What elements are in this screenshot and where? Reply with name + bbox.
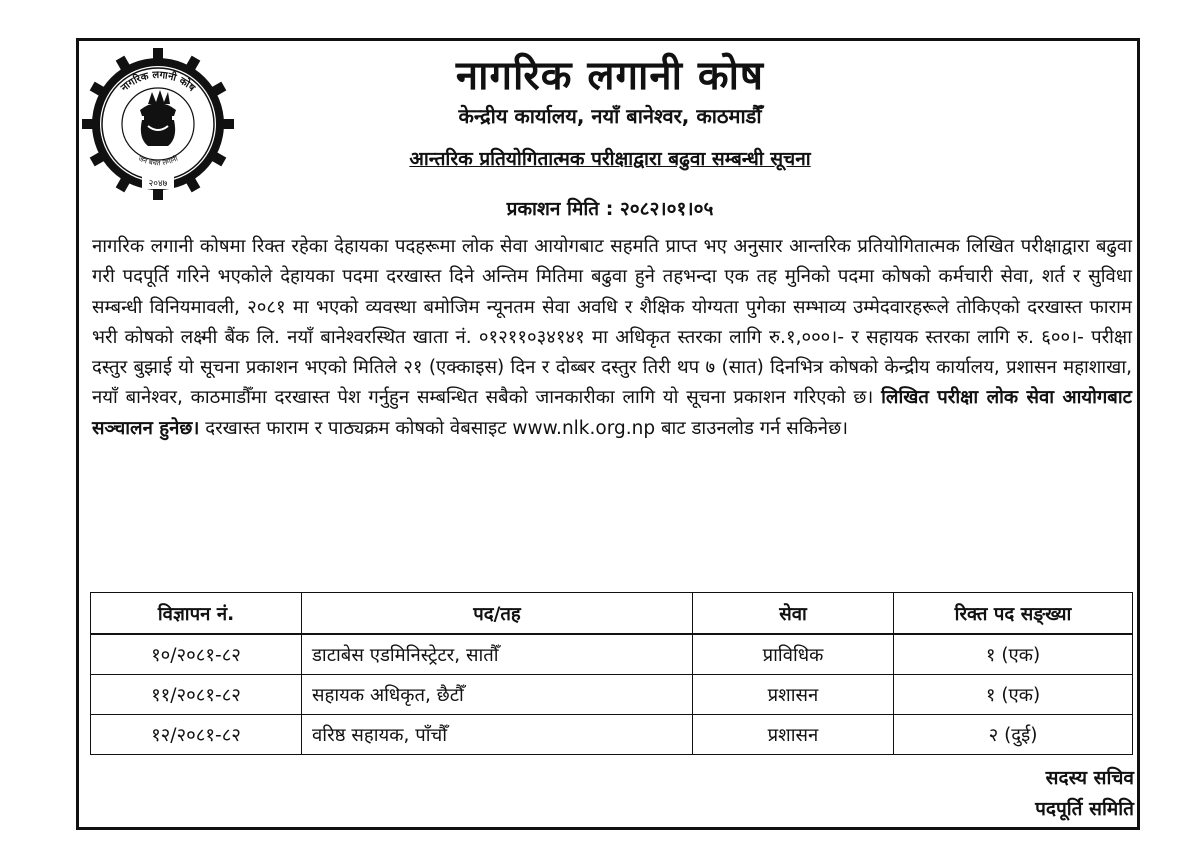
cell-service: प्राविधिक: [693, 634, 894, 675]
cell-post-level: सहायक अधिकृत, छैटौँ: [302, 675, 693, 715]
notice-title: आन्तरिक प्रतियोगितात्मक परीक्षाद्वारा बढुवा सम्बन्धी सूचना: [409, 148, 811, 170]
cell-ad-no: ११/२०८१-८२: [91, 675, 302, 715]
cell-post-level: डाटाबेस एडमिनिस्ट्रेटर, सातौँ: [302, 634, 693, 675]
body-paragraph: नागरिक लगानी कोषमा रिक्त रहेका देहायका पदहरूमा लोक सेवा आयोगबाट सहमति प्राप्त भए अनुसार आन्तरिक प्रतियोगितात्मक लिखित परीक्षाद्वारा बढुवा गरी पदपूर्ति गरिने भएकोले देहायका पदमा दरखास्त दिने अन्तिम मितिमा बढुवा हुने तहभन्दा एक तह मुनिको पदमा कोषको कर्मचारी सेवा, शर्त र सुविधा सम्बन्धी विनियमावली, २०८१ मा भएको व्यवस्था बमोजिम न्यूनतम सेवा अवधि र शैक्षिक योग्यता पुगेका सम्भाव्य उम्मेदवारहरूले तोकिएको दरखास्त फाराम भरी कोषको लक्ष्मी बैंक लि. नयाँ बानेश्वरस्थित खाता नं. ०१२११०३४१४१ मा अधिकृत स्तरका लागि रु.१,०००।- र सहायक स्तरका लागि रु. ६००।- परीक्षा दस्तुर बुझाई यो सूचना प्रकाशन भएको मितिले २१ (एक्काइस) दिन र दोब्बर दस्तुर तिरी थप ७ (सात) दिनभित्र कोषको केन्द्रीय कार्यालय, प्रशासन महाशाखा, नयाँ बानेश्वर, काठमाडौँमा दरखास्त पेश गर्नुहुन सम्बन्धित सबैको जानकारीका लागि यो सूचना प्रकाशन गरिएको छ।: [92, 236, 1132, 409]
table-header-row: [91, 593, 1133, 635]
header-service: सेवा: [693, 593, 894, 635]
logo-ring-text-top: नागरिक लगानी कोष: [119, 69, 197, 94]
signature-committee: पदपूर्ति समिति: [1035, 798, 1134, 820]
cell-vacancies: १ (एक): [894, 675, 1133, 715]
logo-ring-text-bottom: जन बचत लगानी: [136, 154, 180, 168]
publish-date: प्रकाशन मिति : २०८२।०१।०५: [506, 198, 714, 220]
org-logo-icon: [82, 48, 234, 200]
cell-ad-no: १०/२०८१-८२: [91, 634, 302, 675]
header-post-level: पद/तह: [302, 593, 693, 635]
logo-year: २०४७: [148, 179, 168, 189]
download-line: दरखास्त फाराम र पाठ्यक्रम कोषको वेबसाइट www.nlk.org.np बाट डाउनलोड गर्न सकिनेछ।: [205, 417, 849, 439]
cell-service: प्रशासन: [693, 715, 894, 755]
header-ad-no: विज्ञापन नं.: [91, 593, 302, 635]
cell-vacancies: २ (दुई): [894, 715, 1133, 755]
table-row: [91, 715, 1133, 755]
cell-ad-no: १२/२०८१-८२: [91, 715, 302, 755]
office-address: केन्द्रीय कार्यालय, नयाँ बानेश्वर, काठमाडौँ: [458, 104, 762, 128]
vacancy-table: [90, 592, 1133, 755]
header-vacancies: रिक्त पद सङ्ख्या: [894, 593, 1133, 635]
cell-post-level: वरिष्ठ सहायक, पाँचौँ: [302, 715, 693, 755]
cell-vacancies: १ (एक): [894, 634, 1133, 675]
org-name: नागरिक लगानी कोष: [455, 53, 765, 99]
table-row: [91, 675, 1133, 715]
table-row: [91, 634, 1133, 675]
signature-title: सदस्य सचिव: [1045, 767, 1134, 789]
notice-body: [92, 232, 1132, 444]
exam-note: लिखित परीक्षा लोक सेवा आयोगबाट सञ्चालन हुनेछ।: [92, 387, 1132, 439]
cell-service: प्रशासन: [693, 675, 894, 715]
